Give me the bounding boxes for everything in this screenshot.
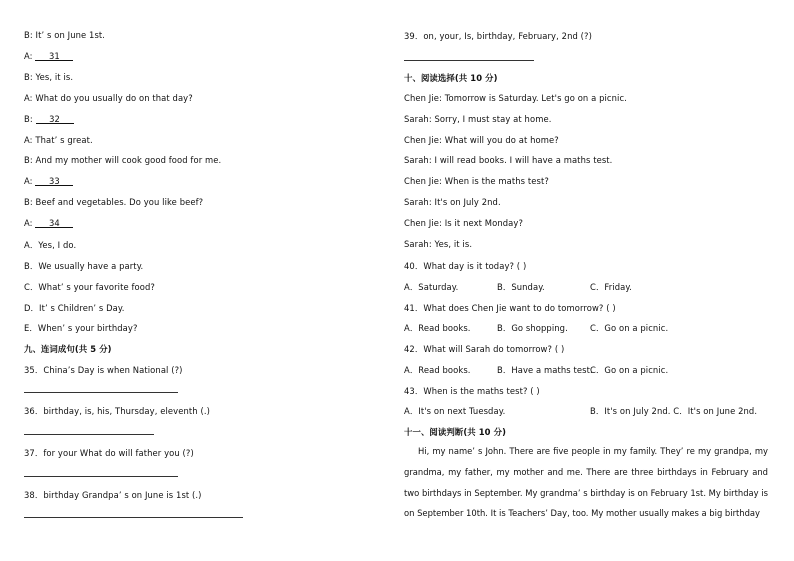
dialogue-line: B: Beef and vegetables. Do you like beef? (24, 197, 204, 207)
answer-line-36[interactable] (24, 434, 154, 435)
question-42: 42．What will Sarah do tomorrow? ( ) (404, 344, 565, 354)
section-heading-9: 九、连词成句(共 5 分) (24, 344, 112, 354)
dialogue-line: Chen Jie: Is it next Monday? (404, 218, 524, 228)
answer-blank-32[interactable]: 32 (36, 115, 74, 124)
q42-option-b: B．Have a maths test. (497, 365, 593, 375)
answer-blank-33[interactable]: 33 (35, 177, 73, 186)
question-36: 36．birthday, is, his, Thursday, eleventh (.) (24, 406, 210, 416)
dialogue-line: Sarah: Yes, it is. (404, 239, 473, 249)
blank-line-31 (24, 51, 73, 61)
q40-option-b: B．Sunday. (497, 282, 545, 292)
option-e: E．When’ s your birthday? (24, 323, 138, 333)
answer-line-38[interactable] (24, 517, 243, 518)
dialogue-line: A: What do you usually do on that day? (24, 93, 193, 103)
speaker: A: (24, 51, 36, 61)
dialogue-line: Sarah: I will read books. I will have a maths test. (404, 155, 613, 165)
section-heading-11: 十一、阅读判断(共 10 分) (404, 427, 507, 437)
reading-passage: Hi, my name’ s John. There are five people in my family. They’ re my grandpa, my grandma, my father, my mother and me. There are three birthdays in February and two birthdays in September. My grandma’ s birthday is on February 1st. My birthday is on September 10th. It is Teachers’ Day, too. My mother usually makes a big birthday (404, 446, 768, 519)
question-43: 43．When is the maths test? ( ) (404, 386, 540, 396)
dialogue-line: Chen Jie: Tomorrow is Saturday. Let's go on a picnic. (404, 93, 627, 103)
section-heading-10: 十、阅读选择(共 10 分) (404, 73, 498, 83)
dialogue-line: Chen Jie: When is the maths test? (404, 176, 549, 186)
q40-option-c: C．Friday. (590, 282, 632, 292)
q42-option-a: A．Read books. (404, 365, 471, 375)
dialogue-line: B: It’ s on June 1st. (24, 30, 106, 40)
answer-line-39[interactable] (404, 60, 534, 61)
answer-line-35[interactable] (24, 392, 178, 393)
blank-line-34 (24, 218, 73, 228)
option-d: D．It’ s Children’ s Day. (24, 303, 125, 313)
question-41: 41．What does Chen Jie want to do tomorrow? ( ) (404, 303, 616, 313)
q41-option-a: A．Read books. (404, 323, 471, 333)
dialogue-line: B: And my mother will cook good food for me. (24, 155, 222, 165)
q41-option-b: B．Go shopping. (497, 323, 568, 333)
blank-line-32 (24, 114, 74, 124)
q41-option-c: C．Go on a picnic. (590, 323, 669, 333)
speaker: B: (24, 114, 36, 124)
dialogue-line: Chen Jie: What will you do at home? (404, 135, 559, 145)
question-39: 39．on, your, Is, birthday, February, 2nd (?) (404, 31, 592, 41)
question-38: 38．birthday Grandpa’ s on June is 1st (.) (24, 490, 202, 500)
option-a: A．Yes, I do. (24, 240, 77, 250)
speaker: A: (24, 176, 36, 186)
q42-option-c: C．Go on a picnic. (590, 365, 669, 375)
question-40: 40．What day is it today? ( ) (404, 261, 527, 271)
option-c: C．What’ s your favorite food? (24, 282, 155, 292)
blank-line-33 (24, 176, 73, 186)
speaker: A: (24, 218, 36, 228)
q43-option-a: A．It's on next Tuesday. (404, 406, 506, 416)
dialogue-line: B: Yes, it is. (24, 72, 74, 82)
q40-option-a: A．Saturday. (404, 282, 459, 292)
question-35: 35．China’s Day is when National (?) (24, 365, 183, 375)
answer-line-37[interactable] (24, 476, 178, 477)
dialogue-line: Sarah: It's on July 2nd. (404, 197, 501, 207)
answer-blank-31[interactable]: 31 (35, 52, 73, 61)
dialogue-line: A: That’ s great. (24, 135, 93, 145)
q43-option-bc: B．It's on July 2nd. C．It's on June 2nd. (590, 406, 758, 416)
question-37: 37．for your What do will father you (?) (24, 448, 194, 458)
option-b: B．We usually have a party. (24, 261, 144, 271)
answer-blank-34[interactable]: 34 (35, 219, 73, 228)
dialogue-line: Sarah: Sorry, I must stay at home. (404, 114, 552, 124)
